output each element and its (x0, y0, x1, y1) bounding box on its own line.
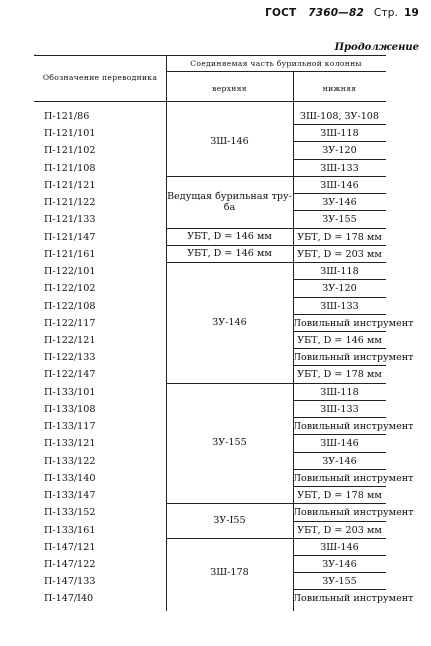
sub-designation: П-133/122 (44, 455, 96, 467)
lower-connection: ЗУ-146 (322, 455, 357, 467)
lower-connection: УБТ, D = 178 мм (297, 231, 382, 243)
table-rule (166, 383, 293, 384)
sub-designation: П-133/152 (44, 507, 96, 519)
table-rule (293, 159, 386, 160)
sub-designation: П-122/121 (44, 334, 96, 346)
col-header-upper: верхняя (212, 84, 247, 93)
margin-mark: ˌ (34, 48, 37, 57)
lower-connection: Ловильный инструмент (293, 593, 414, 605)
sub-designation: П-133/140 (44, 472, 96, 484)
sub-designation: П-121/121 (44, 179, 96, 191)
lower-connection: ЗШ-133 (320, 403, 359, 415)
table-rule (293, 452, 386, 453)
table-rule (293, 538, 386, 539)
sub-designation: П-122/133 (44, 352, 96, 364)
table-rule (293, 486, 386, 487)
table-rule (166, 228, 293, 229)
table-rule (34, 101, 386, 102)
sub-designation: П-147/122 (44, 558, 96, 570)
lower-connection: ЗШ-118 (320, 128, 359, 140)
table-rule (293, 279, 386, 280)
sub-designation: П-147/121 (44, 541, 96, 553)
lower-connection: ЗШ-133 (320, 162, 359, 174)
sub-designation: П-121/102 (44, 145, 96, 157)
sub-designation: П-133/101 (44, 386, 96, 398)
lower-connection: ЗУ-120 (322, 145, 357, 157)
lower-connection: ЗШ-118 (320, 266, 359, 278)
sub-designation: П-122/117 (44, 317, 96, 329)
table-rule (293, 434, 386, 435)
sub-designation: П-122/147 (44, 369, 96, 381)
sub-designation: П-122/102 (44, 283, 96, 295)
lower-connection: ЗУ-146 (322, 197, 357, 209)
table-rule (293, 469, 386, 470)
lower-connection: ЗУ-146 (322, 558, 357, 570)
continuation-label: Продолжение (334, 42, 419, 53)
lower-connection: ЗУ-120 (322, 283, 357, 295)
table-rule (34, 55, 386, 56)
table-rule (293, 365, 386, 366)
sub-designation: П-121/122 (44, 197, 96, 209)
sub-designation: П-147/133 (44, 576, 96, 588)
page-number: 19 (403, 7, 419, 19)
table-rule (293, 245, 386, 246)
sub-designation: П-133/108 (44, 403, 96, 415)
table-rule (293, 210, 386, 211)
lower-connection: УБТ, D = 203 мм (297, 248, 382, 260)
sub-designation: П-121/108 (44, 162, 96, 174)
lower-connection: Ловильный инструмент (293, 472, 414, 484)
lower-connection: ЗШ-108, ЗУ-108 (299, 111, 380, 122)
sub-designation: П-133/147 (44, 490, 96, 502)
table-rule (293, 417, 386, 418)
table-rule (293, 348, 386, 349)
col-header-string: Соединяемая часть бурильной колонны (190, 59, 362, 68)
sub-designation: П-133/117 (44, 421, 96, 433)
lower-connection: Ловильный инструмент (293, 317, 414, 329)
sub-designation: П-121/101 (44, 128, 96, 140)
lower-connection: ЗШ-146 (320, 179, 359, 191)
upper-connection: ЗШ-178 (210, 566, 249, 578)
table-rule (166, 538, 293, 539)
lower-connection: УБТ, D = 146 мм (297, 334, 382, 346)
lower-connection: ЗШ-146 (320, 541, 359, 553)
upper-connection: ЗУ-146 (212, 316, 247, 328)
table-rule (166, 176, 293, 177)
lower-connection: УБТ, D = 203 мм (297, 524, 382, 536)
upper-connection: ЗУ-I55 (213, 515, 246, 527)
table-rule (293, 555, 386, 556)
table-rule (293, 193, 386, 194)
sub-designation: П-133/161 (44, 524, 96, 536)
sub-designation: П-121/133 (44, 214, 96, 226)
upper-connection: УБТ, D = 146 мм (187, 230, 272, 242)
lower-connection: ЗУ-155 (322, 576, 357, 588)
lower-connection: ЗШ-133 (320, 300, 359, 312)
table-rule (293, 331, 386, 332)
lower-connection: ЗШ-118 (320, 386, 359, 398)
page-header (265, 7, 419, 19)
lower-connection: УБТ, D = 178 мм (297, 490, 382, 502)
standard-number: 7360—82 (308, 7, 364, 19)
lower-connection: ЗУ-155 (322, 214, 357, 226)
lower-connection: Ловильный инструмент (293, 421, 414, 433)
sub-designation: П-121/161 (44, 248, 96, 260)
upper-connection: ЗУ-155 (212, 437, 247, 449)
table-rule (293, 297, 386, 298)
table-rule (293, 383, 386, 384)
table-rule (293, 589, 386, 590)
table-rule (293, 124, 386, 125)
table-rule (293, 572, 386, 573)
sub-designation: П-147/I40 (44, 593, 94, 605)
table-rule (293, 262, 386, 263)
lower-connection: Ловильный инструмент (293, 507, 414, 519)
table-rule (166, 71, 386, 72)
table-rule (166, 503, 293, 504)
table-rule (293, 314, 386, 315)
upper-connection: ЗШ-146 (210, 135, 249, 147)
table-rule (293, 176, 386, 177)
col-header-sub: Обозначение переводника (42, 73, 158, 82)
lower-connection: ЗШ-146 (320, 438, 359, 450)
table-rule (293, 503, 386, 504)
upper-connection: Ведущая бурильная тру- ба (167, 190, 292, 213)
table-rule (166, 245, 293, 246)
table-rule (293, 400, 386, 401)
table-rule (166, 262, 293, 263)
standard-label: ГОСТ (265, 7, 297, 19)
lower-connection: УБТ, D = 178 мм (297, 369, 382, 381)
sub-designation: П-122/108 (44, 300, 96, 312)
sub-designation: П-133/121 (44, 438, 96, 450)
lower-connection: Ловильный инструмент (293, 352, 414, 364)
table-rule (293, 141, 386, 142)
sub-designation: П-122/101 (44, 266, 96, 278)
col-header-lower: нижняя (322, 84, 357, 93)
sub-designation: П-121/147 (44, 231, 96, 243)
upper-connection: УБТ, D = 146 мм (187, 247, 272, 259)
sub-designation: П-121/86 (44, 111, 90, 122)
table-rule (293, 228, 386, 229)
page-label: Стр. (373, 7, 399, 19)
table-rule (293, 521, 386, 522)
